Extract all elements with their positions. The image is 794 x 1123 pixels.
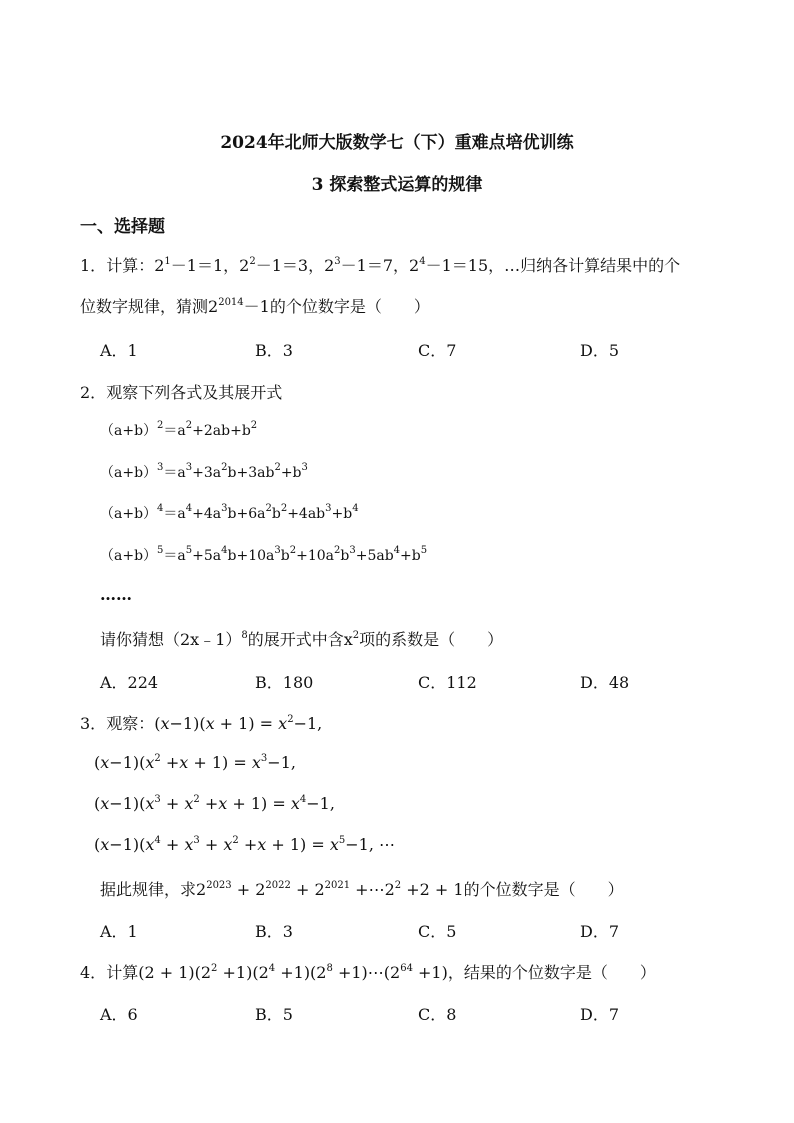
q2-option-c[interactable]: C．112 <box>418 673 477 692</box>
q3-identity-2: $(x-1)(x^2 +x + 1) = x^3-1$, <box>94 753 296 772</box>
q2-ellipsis: …… <box>100 585 132 604</box>
q3-option-d[interactable]: D．7 <box>580 922 620 941</box>
question-2-line-1: 2．观察下列各式及其展开式 <box>80 383 283 402</box>
q4-option-c[interactable]: C．8 <box>418 1005 457 1024</box>
q3-question: 据此规律，求$2^{2023} + 2^{2022} + 2^{2021}$ $+\cdots 2^2 +2 + 1$的个位数字是（ ） <box>100 880 624 899</box>
q2-expansion-5: $(a+b)^5=a^5+5a^4b+10a^3b^2+10a^2b^3+5ab^4+b^5$ <box>100 545 428 564</box>
section-heading: 一、选择题 <box>80 217 165 237</box>
q2-question: 请你猜想（2x﹣1）$^8$的展开式中含$x^2$项的系数是（ ） <box>100 630 504 649</box>
q2-option-d[interactable]: D．48 <box>580 673 630 692</box>
question-1-line-2: 位数字规律，猜测$2^{2014}-1$的个位数字是（ ） <box>80 297 430 316</box>
q3-option-a[interactable]: A．1 <box>100 922 138 941</box>
q3-sum-expression: $2^{2023} + 2^{2022} + 2^{2021}$ $+\cdots 2^2 +2 + 1$ <box>196 880 464 899</box>
q2-option-b[interactable]: B．180 <box>255 673 314 692</box>
q3-option-c[interactable]: C．5 <box>418 922 457 941</box>
q4-option-a[interactable]: A．6 <box>100 1005 138 1024</box>
q3-identity-4: $(x-1)(x^4 + x^3 + x^2 +x + 1) = x^5-1$, ⋯ <box>94 835 396 854</box>
question-number: 2． <box>80 383 107 402</box>
question-1-line-1: 1．计算：$2^1-1=1$，$2^2-1=3$，$2^3-1=7$，$2^4-1=15$，…归纳各计算结果中的个 <box>80 256 681 275</box>
q1-option-c[interactable]: C．7 <box>418 341 457 360</box>
q4-option-b[interactable]: B．5 <box>255 1005 293 1024</box>
question-3-line-1: 3．观察：$(x-1)(x + 1) = x^2-1$, <box>80 714 323 733</box>
q2-option-a[interactable]: A．224 <box>100 673 159 692</box>
q3-identity-3: $(x-1)(x^3 + x^2 +x + 1) = x^4-1$, <box>94 794 335 813</box>
page-subtitle: 3 探索整式运算的规律 <box>311 175 483 195</box>
q1-option-d[interactable]: D．5 <box>580 341 620 360</box>
question-4-line-1: 4．计算$(2 + 1)(2^2 +1)(2^4 +1)(2^8$ $+1)\cdots(2^{64} +1)$，结果的个位数字是（ ） <box>80 963 656 982</box>
q2-expansion-4: $(a+b)^4=a^4+4a^3b+6a^2b^2+4ab^3+b^4$ <box>100 503 359 522</box>
q1-option-a[interactable]: A．1 <box>100 341 138 360</box>
q2-expansion-3: $(a+b)^3=a^3+3a^2b+3ab^2+b^3$ <box>100 462 308 481</box>
q1-option-b[interactable]: B．3 <box>255 341 293 360</box>
q4-option-d[interactable]: D．7 <box>580 1005 620 1024</box>
q3-identity-1: $(x-1)(x + 1) = x^2-1$, <box>154 714 323 733</box>
question-number: 3． <box>80 714 107 733</box>
q4-product-expression: $(2 + 1)(2^2 +1)(2^4 +1)(2^8$ $+1)\cdots(2^{64} +1)$ <box>138 963 448 982</box>
q3-option-b[interactable]: B．3 <box>255 922 293 941</box>
question-number: 4． <box>80 963 107 982</box>
q2-expansion-2: $(a+b)^2=a^2+2ab+b^2$ <box>100 420 258 439</box>
page-title: 2024年北师大版数学七（下）重难点培优训练 <box>220 133 574 153</box>
question-number: 1． <box>80 256 107 275</box>
